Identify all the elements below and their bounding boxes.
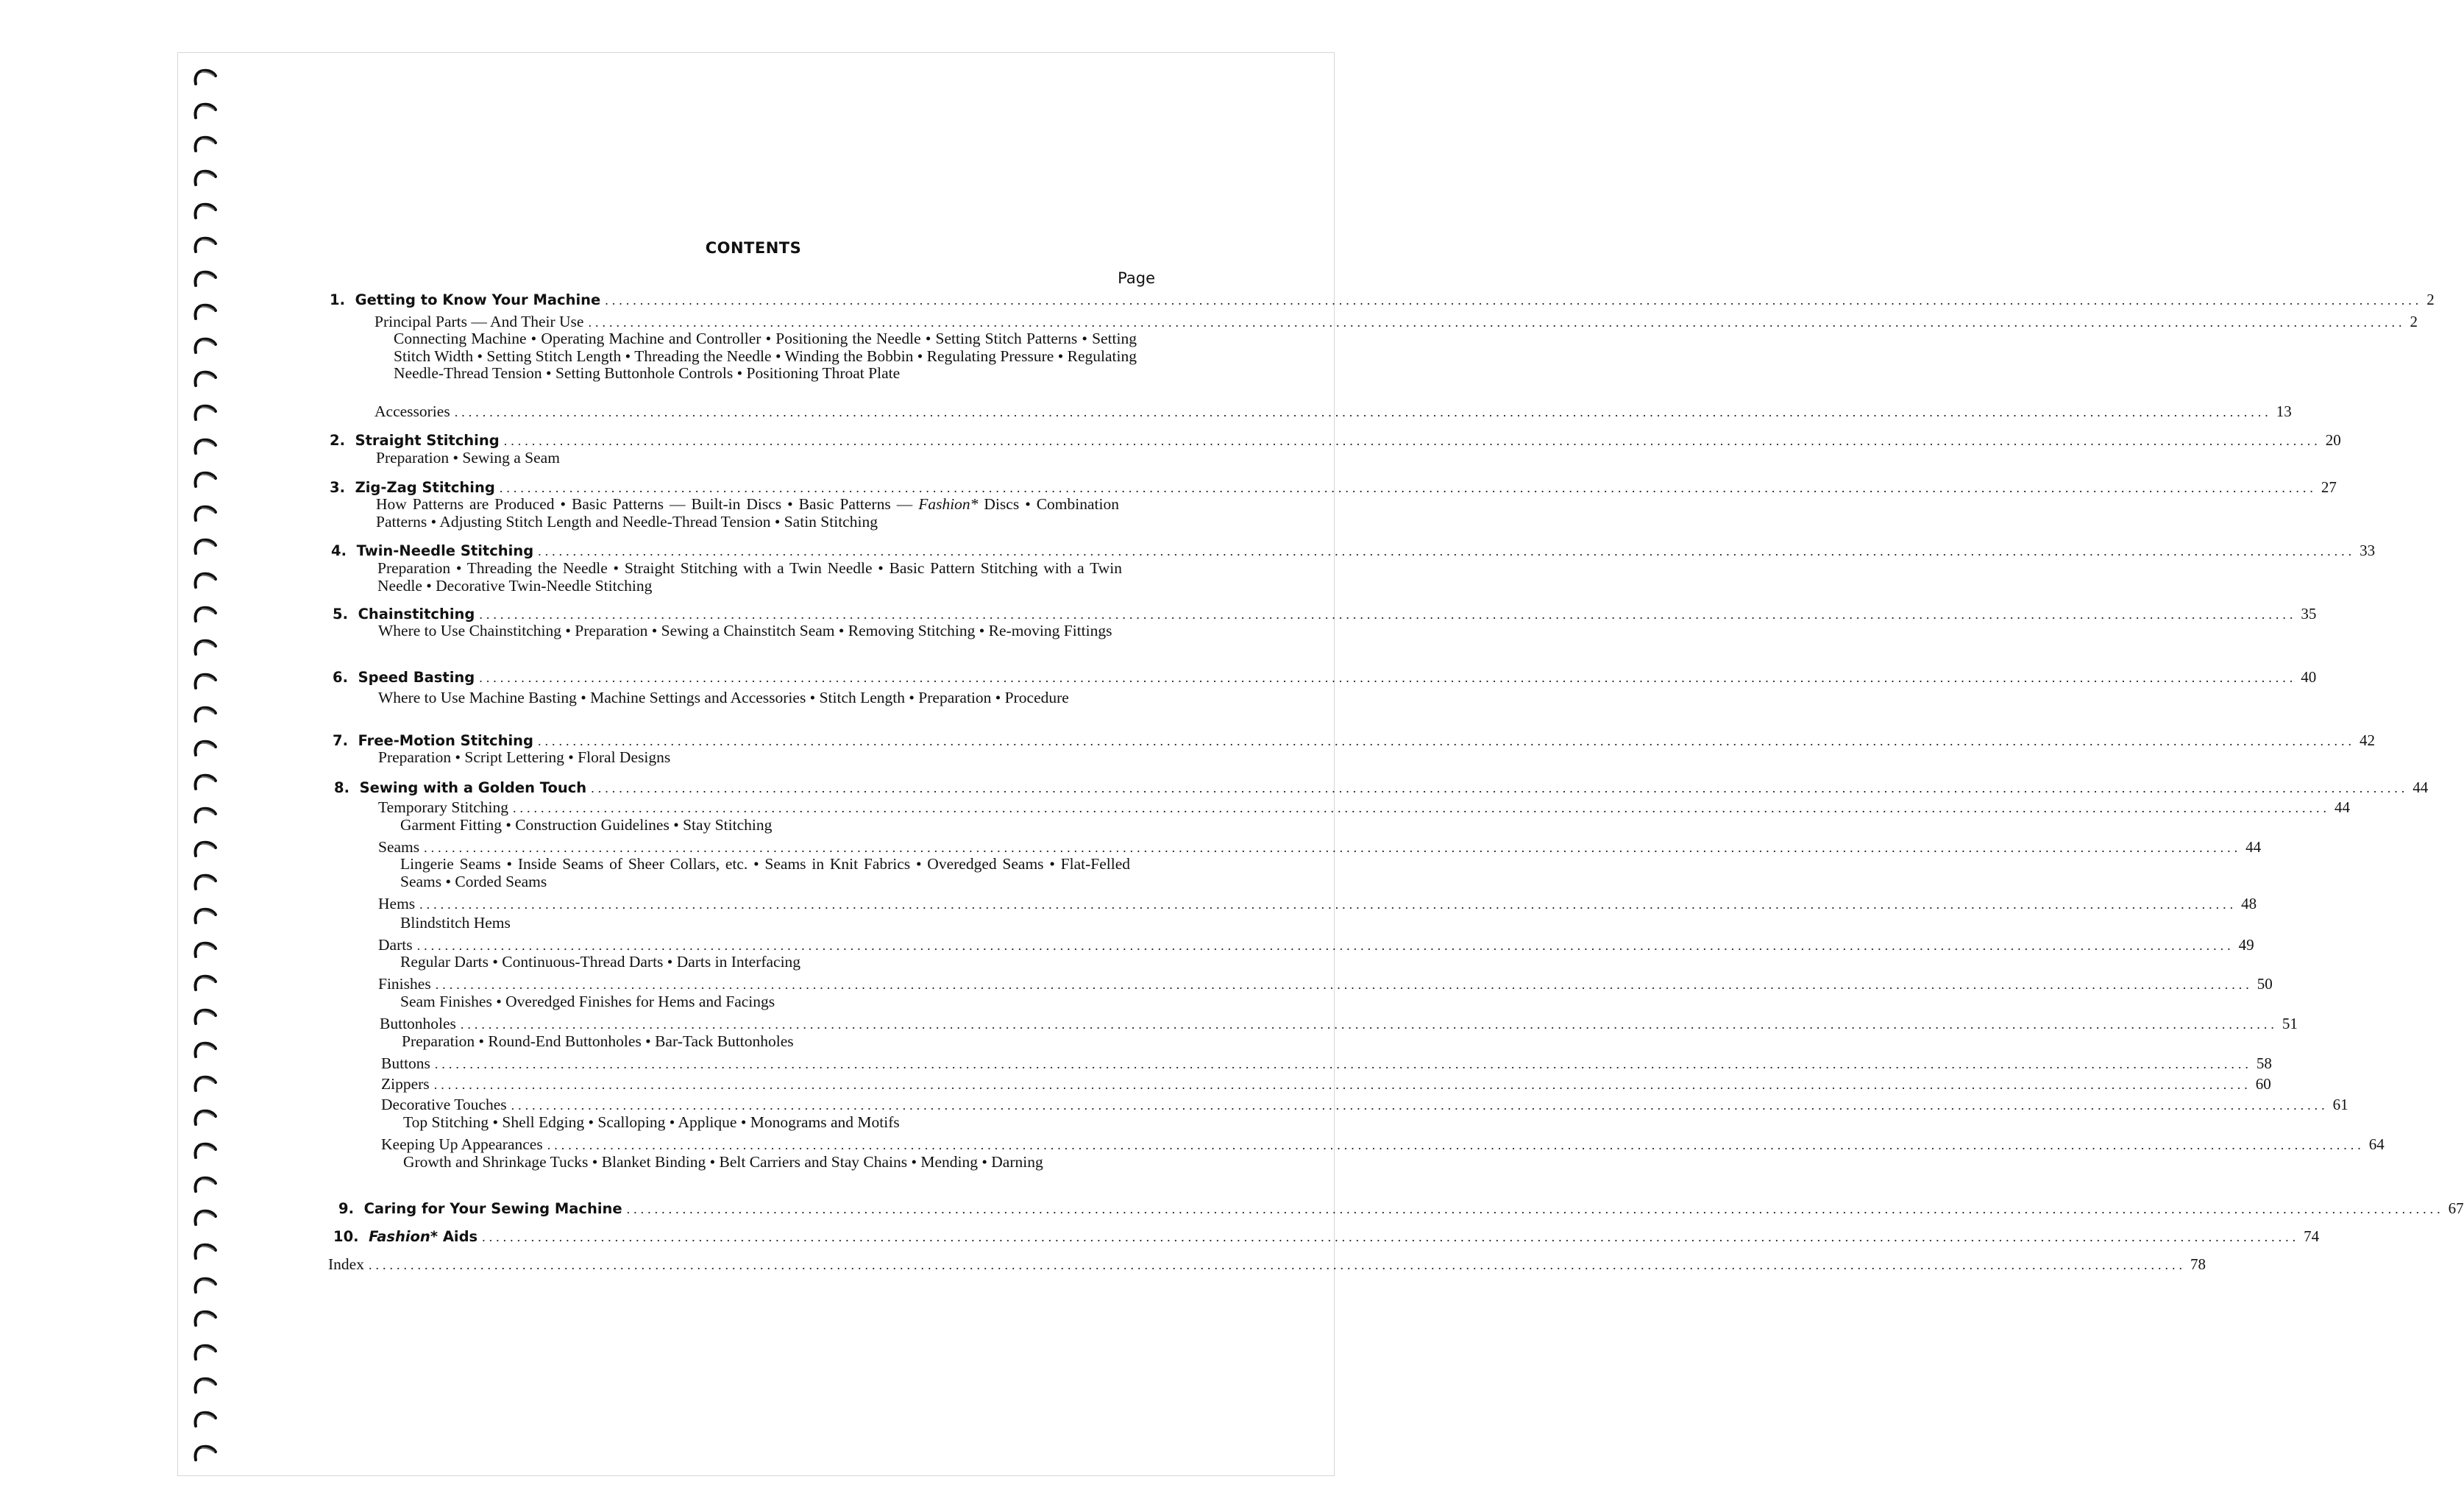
page-number: 44 — [2245, 838, 2262, 856]
toc-chapter-7[interactable]: 7. Free-Motion Stitching .................................................................................................................................................................................................................................................................... 42 — [333, 731, 2376, 749]
page-number: 35 — [2301, 605, 2317, 623]
chapter-title-fashion: Fashion* — [369, 1228, 439, 1245]
toc-section-decorative-touches[interactable] — [381, 1096, 2348, 1115]
page-number: 2 — [2426, 291, 2435, 308]
chapter-description: Preparation • Threading the Needle • Straight Stitching with a Twin Needle • Basic Pattern Stitching with a Twin Needle • Decorative Twin-Needle Stitching — [377, 559, 1122, 595]
toc-chapter-8[interactable]: 8. Sewing with a Golden Touch .................................................................................................................................................................................................................................................................... 44 — [334, 779, 2429, 796]
leader-dots: .................................................................................................................................................................................................................................................................... — [626, 1202, 2444, 1216]
page-number: 44 — [2335, 798, 2351, 816]
leader-dots: .................................................................................................................................................................................................................................................................... — [435, 977, 2253, 992]
chapter-description: Preparation • Sewing a Seam — [376, 449, 560, 467]
toc-index[interactable] — [328, 1255, 2206, 1274]
toc-section-buttonholes[interactable] — [380, 1015, 2298, 1034]
toc-section-zippers[interactable] — [381, 1075, 2271, 1094]
page-number: 2 — [2410, 313, 2418, 330]
leader-dots: .................................................................................................................................................................................................................................................................... — [433, 1077, 2251, 1092]
toc-section-buttons[interactable] — [381, 1054, 2272, 1074]
leader-dots: .................................................................................................................................................................................................................................................................... — [605, 293, 2423, 308]
toc-chapter-3[interactable]: 3. Zig-Zag Stitching .................................................................................................................................................................................................................................................................... 27 — [330, 478, 2337, 496]
page-number: 50 — [2257, 975, 2273, 993]
chapter-title: Twin-Needle Stitching — [356, 542, 534, 559]
section-description: Blindstitch Hems — [400, 914, 511, 932]
page-number: 51 — [2282, 1015, 2298, 1032]
toc-chapter-10[interactable]: 10. Fashion* Aids .................................................................................................................................................................................................................................................................... 74 — [333, 1227, 2320, 1245]
leader-dots: .................................................................................................................................................................................................................................................................... — [460, 1017, 2278, 1032]
page-number: 78 — [2190, 1255, 2206, 1273]
toc-section-keeping-up-appearances[interactable] — [381, 1135, 2385, 1155]
chapter-title: Aids — [438, 1228, 478, 1245]
page-number: 44 — [2412, 779, 2429, 796]
section-title: Buttons — [381, 1054, 430, 1072]
toc-chapter-6[interactable]: 6. Speed Basting .................................................................................................................................................................................................................................................................... 40 — [333, 668, 2317, 686]
page-title: CONTENTS — [705, 239, 802, 257]
section-title: Zippers — [381, 1075, 430, 1093]
leader-dots: .................................................................................................................................................................................................................................................................... — [424, 840, 2242, 855]
page-number: 64 — [2368, 1135, 2385, 1153]
toc-section-accessories[interactable] — [374, 403, 2292, 422]
page-number: 58 — [2256, 1054, 2272, 1072]
section-title: Temporary Stitching — [378, 798, 509, 816]
chapter-title: Zig-Zag Stitching — [355, 479, 495, 496]
leader-dots: .................................................................................................................................................................................................................................................................... — [538, 544, 2356, 559]
toc-section-finishes[interactable] — [378, 975, 2273, 994]
page-number: 67 — [2448, 1199, 2464, 1217]
leader-dots: .................................................................................................................................................................................................................................................................... — [503, 433, 2321, 448]
chapter-title: Straight Stitching — [355, 432, 500, 449]
toc-section-temporary-stitching[interactable] — [378, 798, 2351, 818]
leader-dots: .................................................................................................................................................................................................................................................................... — [538, 734, 2356, 748]
section-description: Preparation • Round-End Buttonholes • Bar-Tack Buttonholes — [402, 1032, 794, 1050]
chapter-description: Where to Use Machine Basting • Machine Settings and Accessories • Stitch Length • Preparation • Procedure — [378, 689, 1069, 706]
page-number: 33 — [2360, 542, 2376, 559]
page-number: 27 — [2321, 478, 2337, 496]
page-number: 74 — [2304, 1227, 2320, 1245]
toc-section-hems[interactable] — [378, 895, 2257, 914]
section-description: Garment Fitting • Construction Guidelines • Stay Stitching — [400, 816, 773, 834]
chapter-title: Sewing with a Golden Touch — [359, 779, 587, 796]
section-title: Hems — [378, 895, 416, 912]
chapter-title: Speed Basting — [358, 669, 475, 686]
section-title: Buttonholes — [380, 1015, 456, 1032]
page-number: 61 — [2332, 1096, 2348, 1113]
toc-chapter-1[interactable]: 1. Getting to Know Your Machine .................................................................................................................................................................................................................................................................... 2 — [330, 291, 2435, 308]
section-title: Darts — [378, 936, 413, 954]
chapter-title: Getting to Know Your Machine — [355, 291, 601, 308]
leader-dots: .................................................................................................................................................................................................................................................................... — [479, 670, 2297, 685]
toc-chapter-4[interactable]: 4. Twin-Needle Stitching .................................................................................................................................................................................................................................................................... 33 — [331, 542, 2376, 559]
section-description: Regular Darts • Continuous-Thread Darts • Darts in Interfacing — [400, 953, 801, 971]
leader-dots: .................................................................................................................................................................................................................................................................... — [454, 405, 2272, 419]
leader-dots: .................................................................................................................................................................................................................................................................... — [499, 481, 2317, 495]
chapter-title: Free-Motion Stitching — [358, 732, 534, 749]
leader-dots: .................................................................................................................................................................................................................................................................... — [511, 1098, 2329, 1113]
page-number: 20 — [2325, 431, 2341, 449]
page-number: 49 — [2238, 936, 2254, 954]
leader-dots: .................................................................................................................................................................................................................................................................... — [482, 1230, 2300, 1244]
page-number: 42 — [2360, 731, 2376, 749]
leader-dots: .................................................................................................................................................................................................................................................................... — [588, 315, 2406, 330]
section-title: Accessories — [374, 403, 450, 420]
chapter-description: How Patterns are Produced • Basic Patterns — Built-in Discs • Basic Patterns — Fashion* Discs • Combination Patterns • Adjusting Stitch Length and Needle-Thread Tension • Satin Stitching — [376, 495, 1119, 531]
toc-chapter-9[interactable]: 9. Caring for Your Sewing Machine .................................................................................................................................................................................................................................................................... 67 — [338, 1199, 2464, 1217]
leader-dots: .................................................................................................................................................................................................................................................................... — [368, 1258, 2186, 1272]
leader-dots: .................................................................................................................................................................................................................................................................... — [419, 897, 2237, 912]
chapter-title: Caring for Your Sewing Machine — [363, 1200, 622, 1217]
chapter-description: Where to Use Chainstitching • Preparation • Sewing a Chainstitch Seam • Removing Stitching • Re-moving Fittings — [378, 622, 1112, 639]
page-number: 60 — [2255, 1075, 2271, 1093]
index-title: Index — [328, 1255, 364, 1273]
section-title: Finishes — [378, 975, 431, 993]
chapter-description: Preparation • Script Lettering • Floral Designs — [378, 748, 671, 766]
page-column-header: Page — [1118, 269, 1155, 287]
section-description: Lingerie Seams • Inside Seams of Sheer Collars, etc. • Seams in Knit Fabrics • Overedged Seams • Flat-Felled Seams • Corded Seams — [400, 855, 1130, 890]
section-title: Principal Parts — And Their Use — [374, 313, 584, 330]
section-description: Connecting Machine • Operating Machine and Controller • Positioning the Needle • Setting Stitch Patterns • Setting Stitch Width • Setting Stitch Length • Threading the Needle • Winding the Bobbin • Regulating Pressure • Regulating Needle-Thread Tension • Setting Buttonhole Controls • Positioning Throat Plate — [394, 330, 1137, 382]
toc-chapter-2[interactable]: 2. Straight Stitching .................................................................................................................................................................................................................................................................... 20 — [330, 431, 2341, 449]
leader-dots: .................................................................................................................................................................................................................................................................... — [434, 1057, 2252, 1071]
leader-dots: .................................................................................................................................................................................................................................................................... — [416, 938, 2234, 953]
page-number: 13 — [2276, 403, 2292, 420]
section-description: Seam Finishes • Overedged Finishes for Hems and Facings — [400, 993, 775, 1010]
chapter-title: Chainstitching — [358, 606, 475, 623]
section-title: Keeping Up Appearances — [381, 1135, 543, 1153]
leader-dots: .................................................................................................................................................................................................................................................................... — [591, 781, 2409, 795]
section-description: Growth and Shrinkage Tucks • Blanket Binding • Belt Carriers and Stay Chains • Mending • Darning — [403, 1153, 1043, 1171]
leader-dots: .................................................................................................................................................................................................................................................................... — [547, 1138, 2365, 1152]
toc-chapter-5[interactable]: 5. Chainstitching .................................................................................................................................................................................................................................................................... 35 — [333, 605, 2317, 623]
page-number: 48 — [2241, 895, 2257, 912]
section-description: Top Stitching • Shell Edging • Scalloping • Applique • Monograms and Motifs — [403, 1113, 900, 1131]
leader-dots: .................................................................................................................................................................................................................................................................... — [513, 801, 2331, 815]
leader-dots: .................................................................................................................................................................................................................................................................... — [479, 607, 2297, 622]
section-title: Seams — [378, 838, 420, 856]
section-title: Decorative Touches — [381, 1096, 507, 1113]
page-number: 40 — [2301, 668, 2317, 686]
